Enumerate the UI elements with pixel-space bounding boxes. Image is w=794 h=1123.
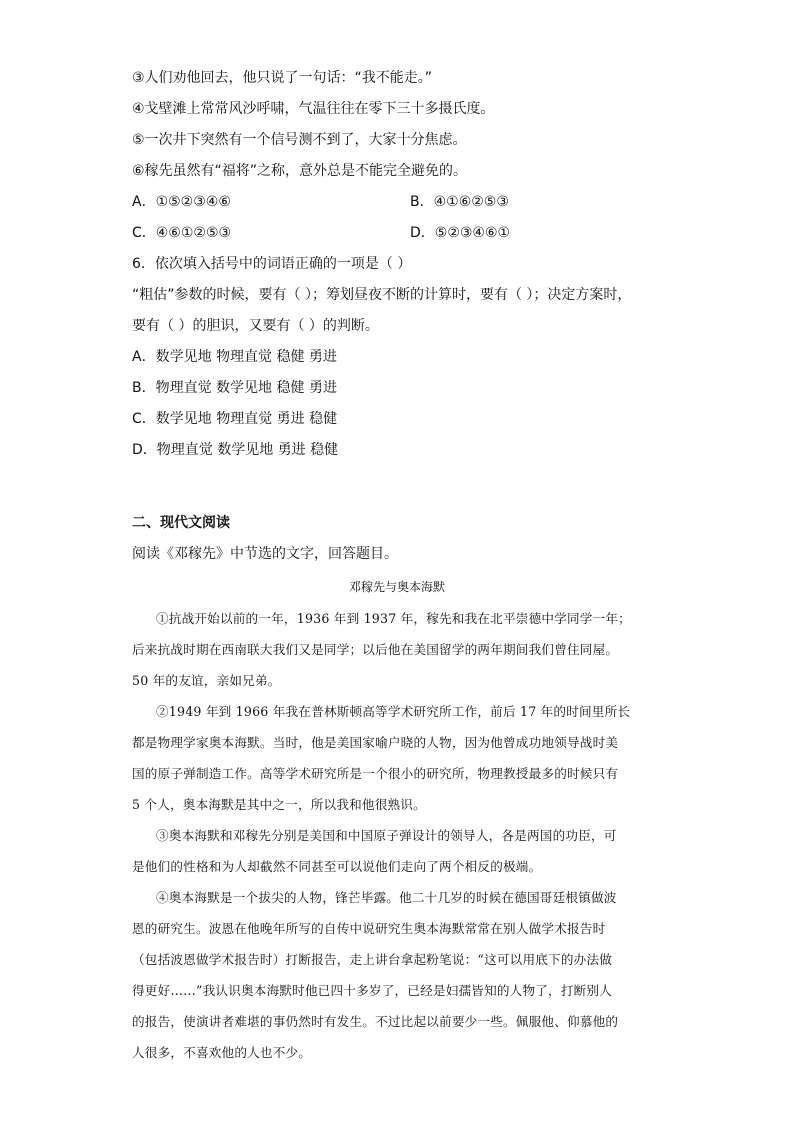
article-paragraph-2 bbox=[132, 696, 672, 820]
paragraph-line: ③奥本海默和邓稼先分别是美国和中国原子弹设计的领导人，各是两国的功臣，可 bbox=[156, 828, 617, 843]
article-paragraph-1 bbox=[132, 603, 672, 696]
q6-option-a: A．数学见地 物理直觉 稳健 勇进 bbox=[132, 349, 337, 365]
sentence-4: ④戈壁滩上常常风沙呼啸，气温往往在零下三十多摄氏度。 bbox=[132, 101, 495, 117]
q5-option-c: C．④⑥①②⑤③ bbox=[132, 225, 232, 241]
q6-option-b: B．物理直觉 数学见地 稳健 勇进 bbox=[132, 380, 337, 396]
sentence-5: ⑤一次井下突然有一个信号测不到了，大家十分焦虑。 bbox=[132, 132, 467, 148]
paragraph-line: 都是物理学家奥本海默。当时，他是美国家喻户晓的人物，因为他曾成功地领导战时美 bbox=[132, 735, 619, 750]
q6-text-line-2: 要有（ ）的胆识，又要有（ ）的判断。 bbox=[132, 318, 379, 334]
sentence-3: ③人们劝他回去，他只说了一句话：“我不能走。” bbox=[132, 70, 433, 86]
q5-option-d: D．⑤②③④⑥① bbox=[410, 225, 511, 241]
section-instruction: 阅读《邓稼先》中节选的文字，回答题目。 bbox=[132, 546, 398, 562]
q5-option-b: B．④①⑥②⑤③ bbox=[410, 194, 509, 210]
paragraph-line: （包括波恩做学术报告时）打断报告，走上讲台拿起粉笔说：“这可以用底下的办法做 bbox=[132, 952, 613, 967]
paragraph-line: 的报告，使演讲者难堪的事仍然时有发生。不过比起以前要少一些。佩服他、仰慕他的 bbox=[132, 1014, 619, 1029]
article-title: 邓稼先与奥本海默 bbox=[348, 580, 445, 594]
q6-text-line-1: “粗估”参数的时候，要有（ ）；筹划昼夜不断的计算时，要有（ ）；决定方案时， bbox=[132, 287, 632, 303]
article-paragraph-4 bbox=[132, 882, 672, 1068]
paragraph-line: 是他们的性格和为人却截然不同甚至可以说他们走向了两个相反的极端。 bbox=[132, 859, 542, 874]
paragraph-line: ①抗战开始以前的一年，1936 年到 1937 年，稼先和我在北平崇德中学同学一年； bbox=[156, 611, 631, 626]
paragraph-line: 国的原子弹制造工作。高等学术研究所是一个很小的研究所，物理教授最多的时候只有 bbox=[132, 766, 619, 781]
sentence-6: ⑥稼先虽然有“福将”之称，意外总是不能完全避免的。 bbox=[132, 163, 468, 179]
paragraph-line: 人很多，不喜欢他的人也不少。 bbox=[132, 1045, 312, 1060]
q6-stem: 6．依次填入括号中的词语正确的一项是（ ） bbox=[132, 256, 412, 272]
section-heading: 二、现代文阅读 bbox=[132, 515, 230, 531]
paragraph-line: 得更好……”我认识奥本海默时他已四十多岁了，已经是妇孺皆知的人物了，打断别人 bbox=[132, 983, 613, 998]
article-paragraph-3 bbox=[132, 820, 672, 882]
paragraph-line: ④奥本海默是一个拔尖的人物，锋芒毕露。他二十几岁的时候在德国哥廷根镇做波 bbox=[156, 890, 617, 905]
paragraph-line: 后来抗战时期在西南联大我们又是同学；以后他在美国留学的两年期间我们曾住同屋。 bbox=[132, 642, 619, 657]
paragraph-line: ②1949 年到 1966 年我在普林斯顿高等学术研究所工作，前后 17 年的时间里所长 bbox=[156, 704, 631, 719]
paragraph-line: 50 年的友谊，亲如兄弟。 bbox=[132, 673, 281, 688]
q6-option-c: C．数学见地 物理直觉 勇进 稳健 bbox=[132, 411, 338, 427]
q5-option-a: A．①⑤②③④⑥ bbox=[132, 194, 231, 210]
paragraph-line: 恩的研究生。波恩在他晚年所写的自传中说研究生奥本海默常常在别人做学术报告时 bbox=[132, 921, 606, 936]
q6-option-d: D．物理直觉 数学见地 勇进 稳健 bbox=[132, 442, 339, 458]
paragraph-line: 5 个人，奥本海默是其中之一，所以我和他很熟识。 bbox=[132, 797, 426, 812]
